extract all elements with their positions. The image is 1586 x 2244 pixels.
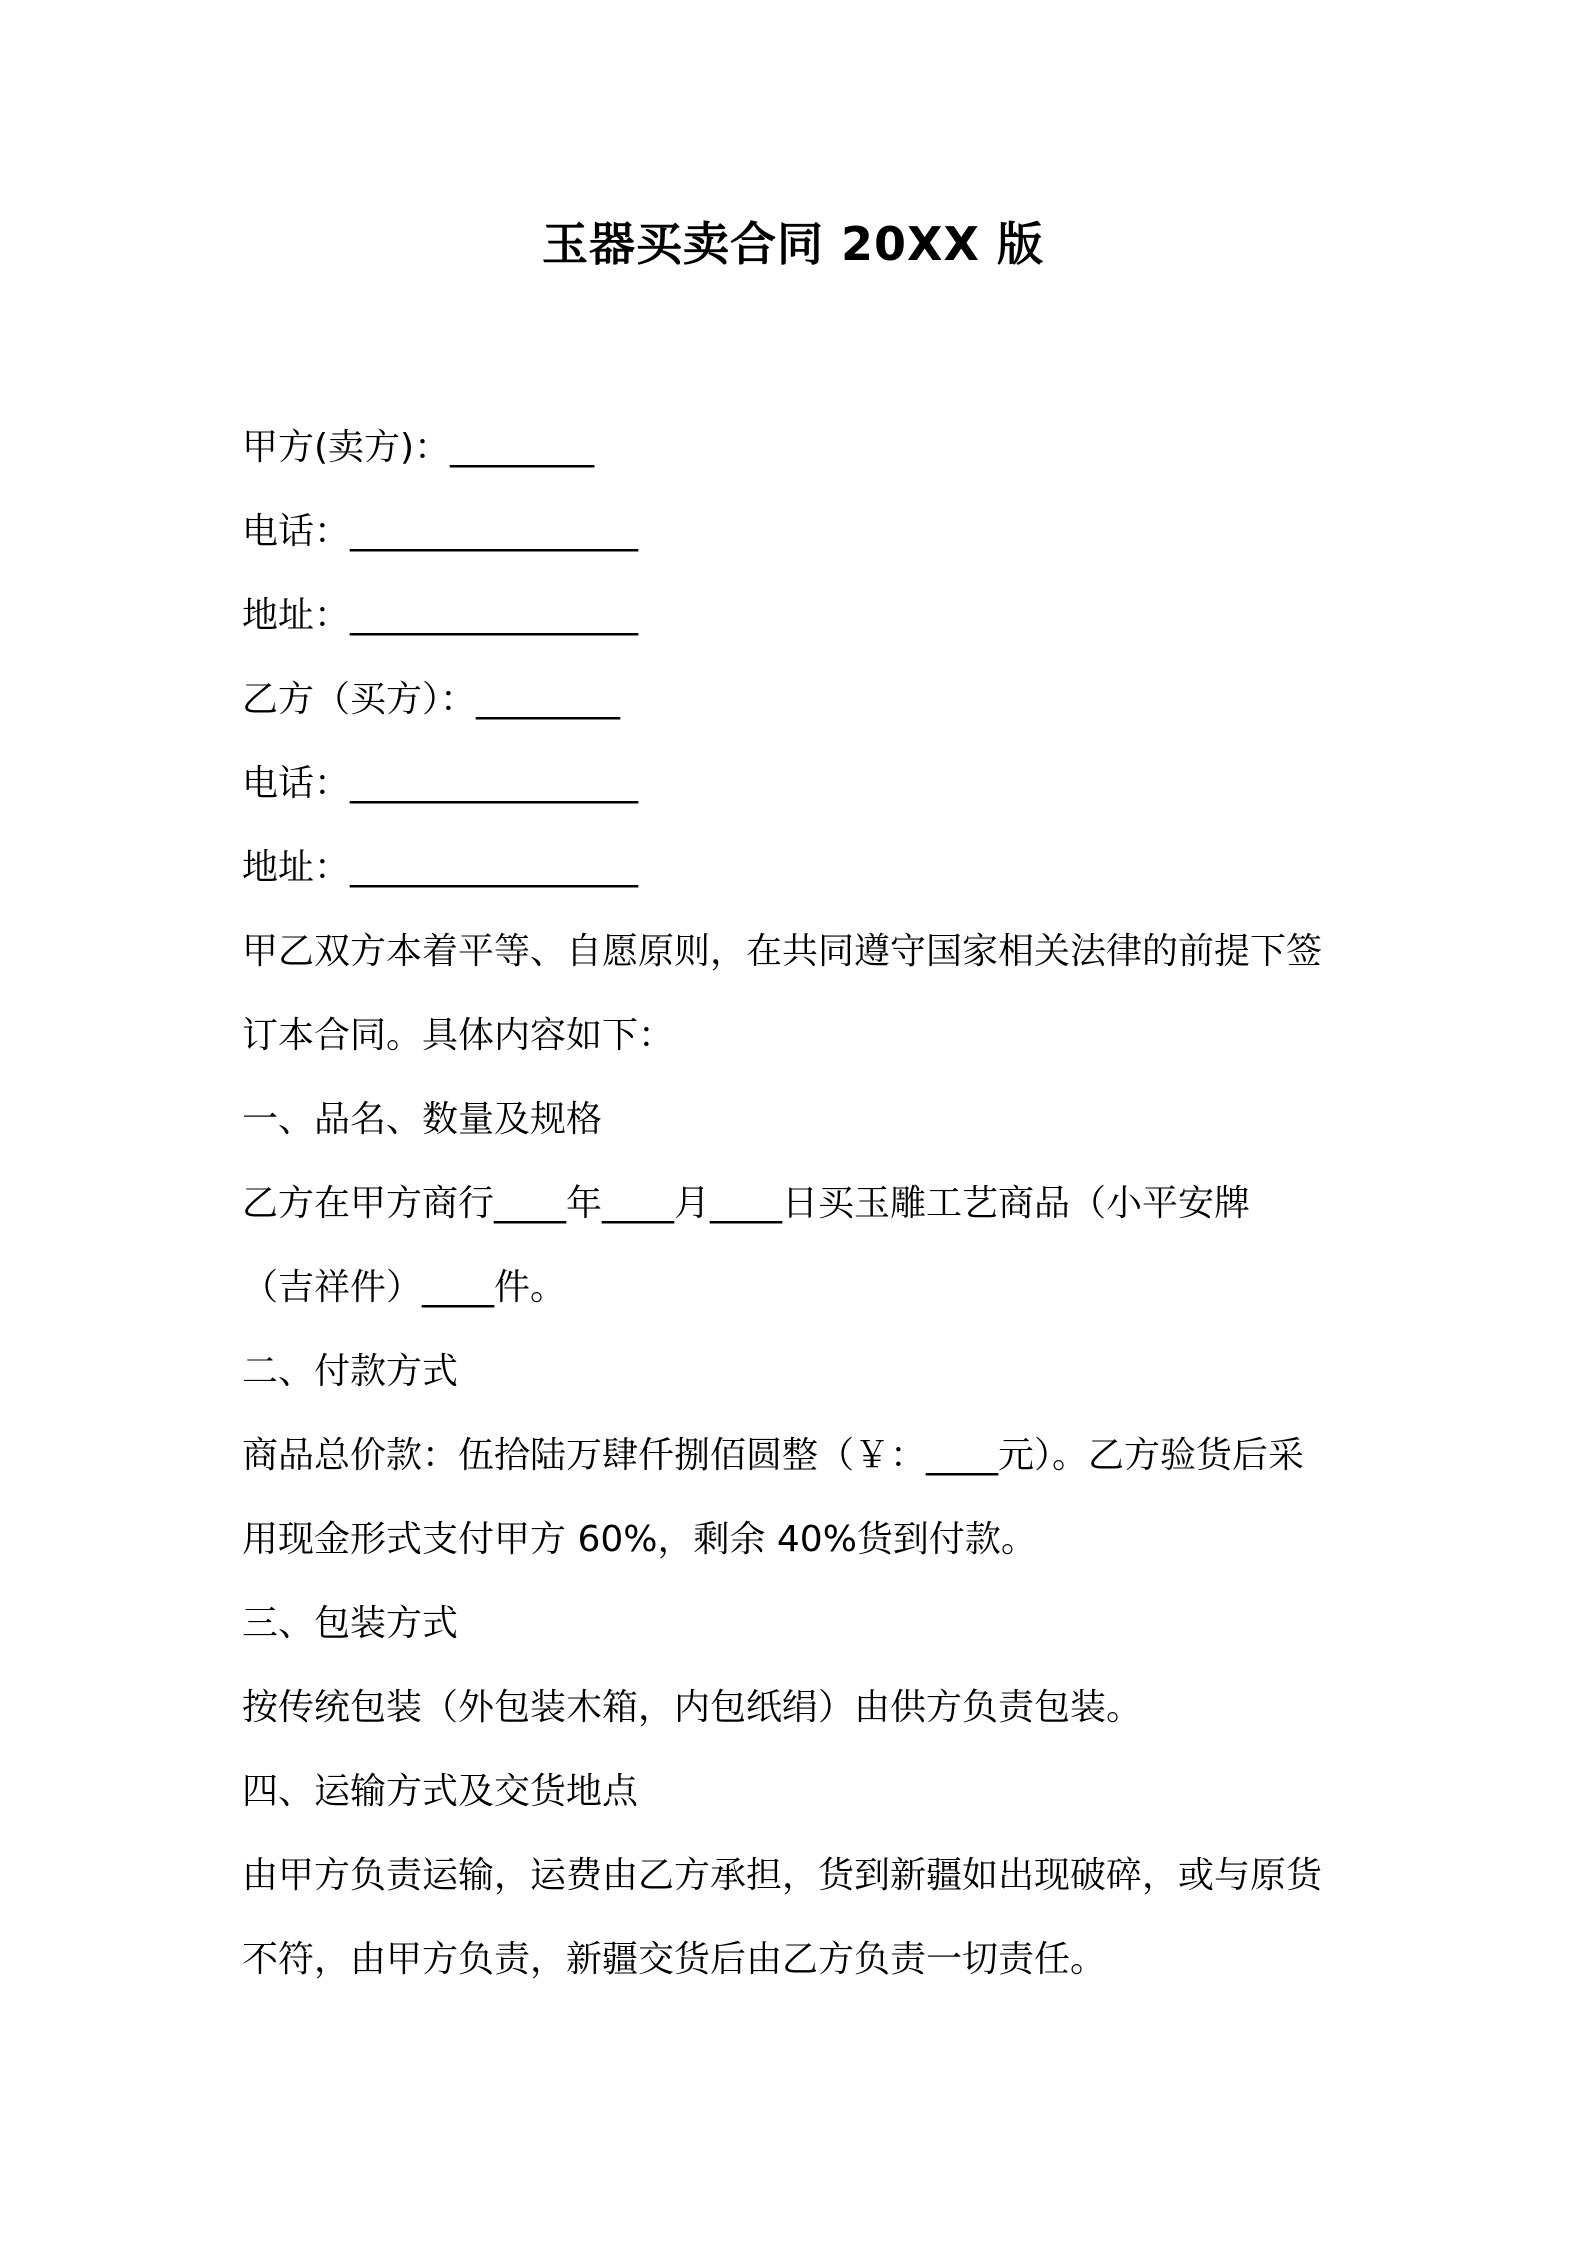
- preamble-line-2: 订本合同。具体内容如下：: [242, 1015, 675, 1056]
- product-paragraph-line-1: 乙方在甲方商行____年____月____日买玉雕工艺商品（小平安牌: [242, 1183, 1251, 1224]
- payment-paragraph-line-2: 用现金形式支付甲方 60%，剩余 40%货到付款。: [242, 1519, 1037, 1560]
- buyer-phone-line: 电话：________________: [242, 763, 639, 804]
- buyer-address-line: 地址：________________: [242, 847, 639, 888]
- section-heading-payment: 二、付款方式: [242, 1351, 459, 1392]
- seller-name-line: 甲方(卖方)：________: [242, 427, 595, 468]
- document-body: [242, 406, 1357, 2002]
- preamble-line-1: 甲乙双方本着平等、自愿原则，在共同遵守国家相关法律的前提下签: [242, 931, 1323, 972]
- payment-paragraph-line-1: 商品总价款：伍拾陆万肆仟捌佰圆整（￥：____元）。乙方验货后采: [242, 1435, 1305, 1476]
- seller-address-line: 地址：________________: [242, 595, 639, 636]
- document-title: 玉器买卖合同 20XX 版: [542, 217, 1044, 271]
- buyer-name-line: 乙方（买方）：________: [242, 679, 621, 720]
- packaging-paragraph: 按传统包装（外包装木箱，内包纸绢）由供方负责包装。: [242, 1687, 1143, 1728]
- section-heading-transport: 四、运输方式及交货地点: [242, 1771, 639, 1812]
- section-heading-packaging: 三、包装方式: [242, 1603, 459, 1644]
- transport-paragraph-line-2: 不符，由甲方负责，新疆交货后由乙方负责一切责任。: [242, 1939, 1107, 1980]
- seller-phone-line: 电话：________________: [242, 511, 639, 552]
- transport-paragraph-line-1: 由甲方负责运输，运费由乙方承担，货到新疆如出现破碎，或与原货: [242, 1855, 1323, 1896]
- section-heading-product: 一、品名、数量及规格: [242, 1099, 603, 1140]
- product-paragraph-line-2: （吉祥件）____件。: [242, 1267, 567, 1308]
